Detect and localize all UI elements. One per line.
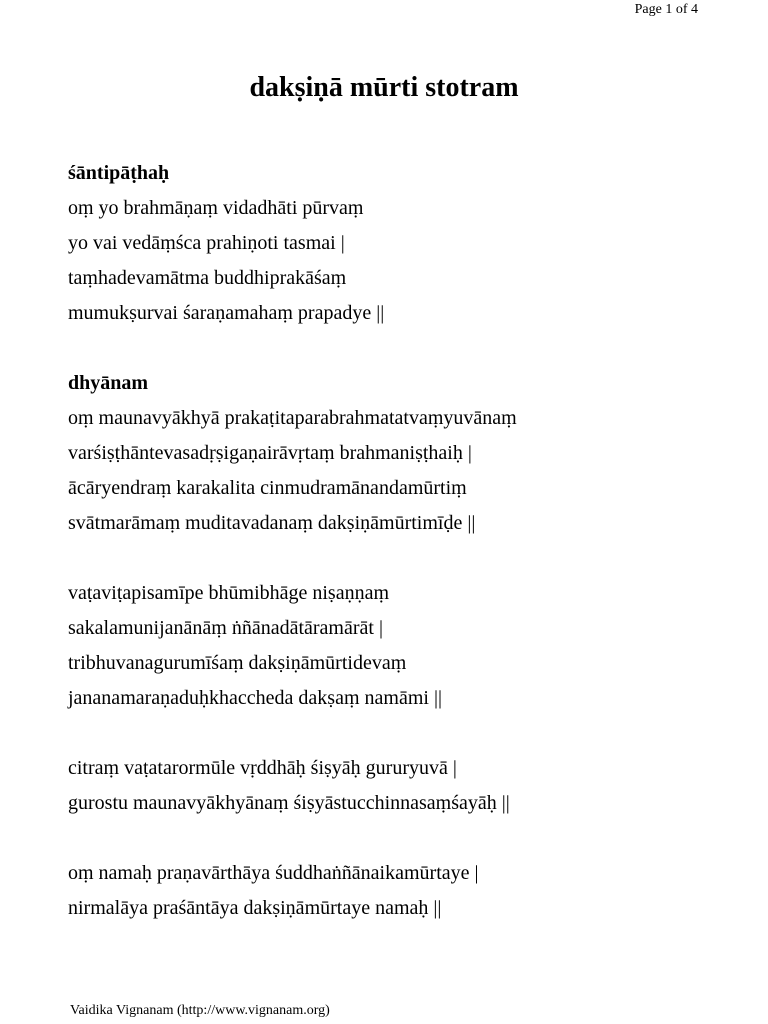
section-heading-dhyanam: dhyānam: [68, 372, 149, 394]
verse-line: oṃ yo brahmāṇaṃ vidadhāti pūrvaṃ: [68, 197, 364, 219]
verse-line: oṃ namaḥ praṇavārthāya śuddhaṅñānaikamūrtaye |: [68, 862, 479, 884]
verse-line: sakalamunijanānāṃ ṅñānadātāramārāt |: [68, 617, 383, 639]
verse-line: citraṃ vaṭatarormūle vṛddhāḥ śiṣyāḥ gururyuvā |: [68, 757, 457, 779]
verse-line: tribhuvanagurumīśaṃ dakṣiṇāmūrtidevaṃ: [68, 652, 407, 674]
verse-line: vaṭaviṭapisamīpe bhūmibhāge niṣaṇṇaṃ: [68, 582, 390, 604]
document-body: [68, 156, 728, 926]
verse-line: gurostu maunavyākhyānaṃ śiṣyāstucchinnasaṃśayāḥ ||: [68, 792, 510, 814]
verse-line: mumukṣurvai śaraṇamahaṃ prapadye ||: [68, 302, 385, 324]
verse-line: yo vai vedāṃśca prahiṇoti tasmai |: [68, 232, 345, 254]
verse-line: varśiṣṭhāntevasadṛṣigaṇairāvṛtaṃ brahmaniṣṭhaiḥ |: [68, 442, 472, 464]
footer-source: Vaidika Vignanam (http://www.vignanam.org): [70, 1003, 330, 1018]
verse-line: nirmalāya praśāntāya dakṣiṇāmūrtaye namaḥ ||: [68, 897, 442, 919]
page-number: Page 1 of 4: [634, 2, 698, 17]
verse-line: ācāryendraṃ karakalita cinmudramānandamūrtiṃ: [68, 477, 467, 499]
verse-stanza-3: [68, 856, 728, 926]
verse-stanza-2: [68, 751, 728, 821]
dhyanam-section: [68, 366, 728, 541]
shanti-section: [68, 156, 728, 331]
verse-line: oṃ maunavyākhyā prakaṭitaparabrahmatatvaṃyuvānaṃ: [68, 407, 517, 429]
verse-line: jananamaraṇaduḥkhaccheda dakṣaṃ namāmi ||: [68, 687, 442, 709]
document-title: dakṣiṇā mūrti stotram: [249, 72, 519, 103]
verse-line: svātmarāmaṃ muditavadanaṃ dakṣiṇāmūrtimīḍe ||: [68, 512, 476, 534]
stanza-gap: [68, 716, 728, 751]
stanza-gap: [68, 821, 728, 856]
stanza-gap: [68, 331, 728, 366]
section-heading-shantipathah: śāntipāṭhaḥ: [68, 162, 170, 184]
stanza-gap: [68, 541, 728, 576]
verse-stanza-1: [68, 576, 728, 716]
verse-line: taṃhadevamātma buddhiprakāśaṃ: [68, 267, 347, 289]
